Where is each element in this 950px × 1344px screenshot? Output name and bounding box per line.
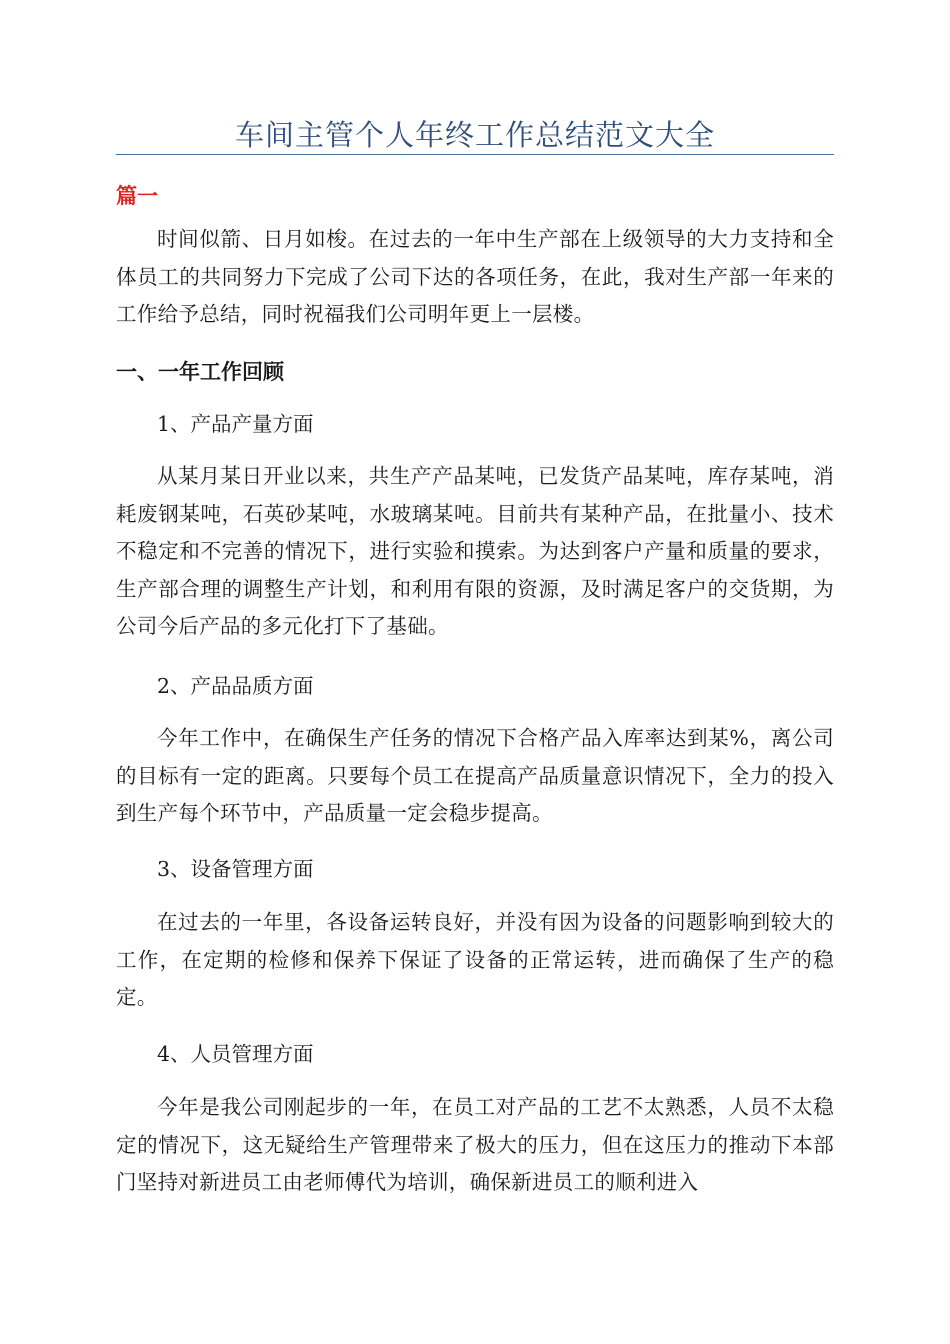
section-heading: 一、一年工作回顾: [116, 359, 284, 384]
subsection-body-quality: 今年工作中，在确保生产任务的情况下合格产品入库率达到某%，离公司的目标有一定的距离。只要每个员工在提高产品质量意识情况下，全力的投入到生产每个环节中，产品质量一定会稳步提高。: [116, 726, 834, 825]
subsection-body-output: 从某月某日开业以来，共生产产品某吨，已发货产品某吨，库存某吨，消耗废钢某吨，石英砂某吨，水玻璃某吨。目前共有某种产品，在批量小、技术不稳定和不完善的情况下，进行实验和摸索。为达到客户产量和质量的要求，生产部合理的调整生产计划，和利用有限的资源，及时满足客户的交货期，为公司今后产品的多元化打下了基础。: [116, 464, 834, 638]
subsection-heading-quality: 2、产品品质方面: [157, 674, 314, 698]
subsection-body-personnel: 今年是我公司刚起步的一年，在员工对产品的工艺不太熟悉，人员不太稳定的情况下，这无疑给生产管理带来了极大的压力，但在这压力的推动下本部门坚持对新进员工由老师傅代为培训，确保新进员工的顺利进入: [116, 1095, 834, 1194]
subsection-heading-output: 1、产品产量方面: [157, 412, 314, 436]
document-title: 车间主管个人年终工作总结范文大全: [234, 118, 715, 152]
subsection-heading-equipment: 3、设备管理方面: [157, 857, 314, 881]
subsection-heading-personnel: 4、人员管理方面: [157, 1042, 314, 1066]
title-divider: [116, 154, 834, 155]
part-label: 篇一: [116, 183, 158, 208]
intro-paragraph: 时间似箭、日月如梭。在过去的一年中生产部在上级领导的大力支持和全体员工的共同努力下完成了公司下达的各项任务，在此，我对生产部一年来的工作给予总结，同时祝福我们公司明年更上一层楼。: [116, 227, 834, 326]
subsection-body-equipment: 在过去的一年里，各设备运转良好，并没有因为设备的问题影响到较大的工作，在定期的检修和保养下保证了设备的正常运转，进而确保了生产的稳定。: [116, 910, 834, 1009]
